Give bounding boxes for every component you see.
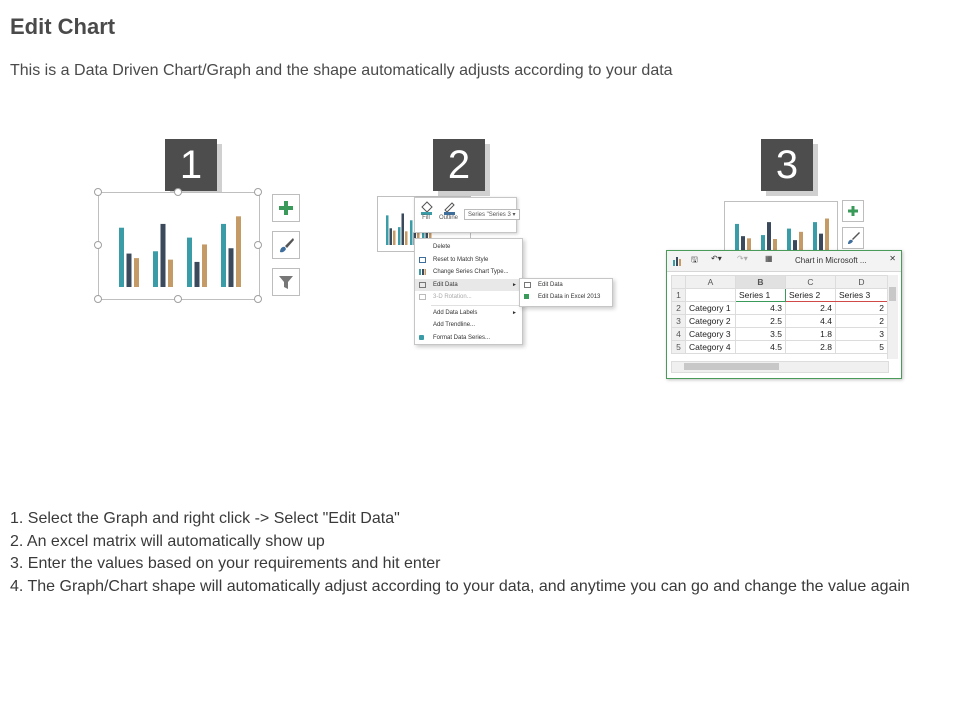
chart-bar <box>134 258 139 287</box>
brush-icon <box>846 231 860 245</box>
chart-bar <box>410 220 413 245</box>
fill-button[interactable] <box>419 201 433 221</box>
scrollbar-thumb[interactable] <box>889 287 896 301</box>
row-header[interactable]: 5 <box>672 341 686 354</box>
chart-thumbnail-3[interactable] <box>724 201 838 252</box>
table-cell[interactable]: 3.5 <box>736 328 786 341</box>
table-cell[interactable]: 3 <box>836 328 888 341</box>
submenu-arrow-icon: ► <box>512 309 517 316</box>
chart-elements-button[interactable] <box>272 194 300 222</box>
chart-bar <box>787 229 791 252</box>
row-header[interactable]: 4 <box>672 328 686 341</box>
menu-separator <box>431 305 522 306</box>
save-icon[interactable]: 🖫 <box>691 255 698 264</box>
outline-label: Outline <box>439 215 459 221</box>
table-cell[interactable]: Series 2 <box>786 289 836 302</box>
excel-titlebar <box>667 251 901 272</box>
submenu-item-edit-data-excel[interactable] <box>520 291 612 303</box>
chart-bar <box>187 238 192 287</box>
edit-data-icon[interactable]: ▦ <box>765 254 773 263</box>
chart-bar <box>405 231 408 245</box>
excel-column-header-row <box>672 276 888 289</box>
outline-button[interactable] <box>439 201 458 221</box>
chart-bar <box>799 232 803 252</box>
resize-handle[interactable] <box>174 295 182 303</box>
menu-item-format-data-series[interactable] <box>415 332 522 345</box>
row-header[interactable]: 2 <box>672 302 686 315</box>
chart-bar <box>127 254 132 287</box>
step-number-badge: 1 <box>165 139 217 191</box>
chart-styles-button[interactable] <box>842 227 864 249</box>
instruction-step: 1. Select the Graph and right click -> Select "Edit Data" <box>10 510 400 527</box>
table-cell[interactable]: 4.5 <box>736 341 786 354</box>
series-select-value: Series "Series 3 <box>468 212 511 218</box>
table-cell[interactable]: 2 <box>836 302 888 315</box>
edit-data-icon <box>524 282 531 288</box>
instruction-step: 2. An excel matrix will automatically show up <box>10 532 325 550</box>
menu-item-label: Format Data Series... <box>433 334 491 341</box>
table-cell[interactable]: Series 3 <box>836 289 888 302</box>
corner-cell[interactable] <box>672 276 686 289</box>
table-row <box>672 328 888 341</box>
chart-bar <box>119 228 124 287</box>
chart-bar <box>202 244 207 287</box>
excel-icon <box>524 294 529 299</box>
table-row <box>672 341 888 354</box>
table-cell[interactable]: 4.4 <box>786 315 836 328</box>
table-cell[interactable]: Category 4 <box>686 341 736 354</box>
instruction-step: 4. The Graph/Chart shape will automatically adjust according to your data, and anytime you can go and change the value again <box>10 577 910 595</box>
resize-handle[interactable] <box>94 295 102 303</box>
chart-bar <box>393 231 396 245</box>
chart-styles-button[interactable] <box>272 231 300 259</box>
table-cell[interactable]: Category 1 <box>686 302 736 315</box>
vertical-scrollbar[interactable] <box>887 275 898 359</box>
context-menu <box>414 238 523 345</box>
menu-item-label: 3-D Rotation... <box>433 294 472 300</box>
table-row <box>672 302 888 315</box>
delete-icon <box>419 244 426 250</box>
chart-bar <box>398 227 401 245</box>
table-cell[interactable]: Category 3 <box>686 328 736 341</box>
table-cell[interactable]: 2.8 <box>786 341 836 354</box>
menu-item-add-data-labels[interactable] <box>415 307 522 320</box>
brush-icon <box>277 236 295 254</box>
menu-item-3d-rotation[interactable] <box>415 291 522 304</box>
submenu-arrow-icon: ► <box>512 281 517 288</box>
table-cell[interactable]: 2.5 <box>736 315 786 328</box>
submenu-item-label: Edit Data <box>538 282 563 288</box>
page-subtitle: This is a Data Driven Chart/Graph and the shape automatically adjusts according to your data <box>10 62 673 79</box>
instructions-list <box>10 508 940 598</box>
chart-type-icon <box>419 269 426 275</box>
step-number-badge: 2 <box>433 139 485 191</box>
edit-data-submenu <box>519 278 613 307</box>
table-cell[interactable]: 2.4 <box>786 302 836 315</box>
table-cell[interactable]: 4.3 <box>736 302 786 315</box>
excel-data-window <box>666 250 902 379</box>
excel-grid <box>671 275 888 354</box>
menu-item-edit-data[interactable] <box>415 279 522 292</box>
reset-icon <box>419 257 426 263</box>
row-header[interactable]: 3 <box>672 315 686 328</box>
excel-chart-icon <box>673 256 683 266</box>
chart-filters-button[interactable] <box>272 268 300 296</box>
table-cell[interactable]: 5 <box>836 341 888 354</box>
edit-data-icon <box>419 282 426 288</box>
column-header[interactable]: D <box>836 276 888 289</box>
submenu-item-label: Edit Data in Excel 2013 <box>538 294 601 300</box>
redo-icon[interactable]: ↷▾ <box>737 254 748 263</box>
chart-bar <box>195 262 200 287</box>
menu-item-change-chart-type[interactable] <box>415 266 522 279</box>
scrollbar-thumb[interactable] <box>684 363 779 370</box>
chart-bar <box>236 216 241 287</box>
chart-bar <box>825 219 829 252</box>
chart-bar <box>229 248 234 287</box>
page-title: Edit Chart <box>10 14 116 39</box>
menu-item-label: Edit Data <box>433 281 458 288</box>
chart-bar <box>735 224 739 252</box>
column-header[interactable]: B <box>736 276 786 289</box>
table-cell[interactable]: 2 <box>836 315 888 328</box>
pen-outline-icon <box>442 201 456 215</box>
plus-icon <box>847 205 859 217</box>
chart-bar <box>168 260 173 287</box>
undo-icon[interactable]: ↶▾ <box>711 254 722 263</box>
bar-chart-thumbnail <box>99 193 259 299</box>
menu-item-delete[interactable] <box>415 241 522 254</box>
series-select[interactable] <box>464 209 520 220</box>
row-header[interactable]: 1 <box>672 289 686 302</box>
rotation-icon <box>419 294 426 300</box>
menu-item-add-trendline[interactable] <box>415 319 522 332</box>
instruction-step: 3. Enter the values based on your requirements and hit enter <box>10 555 441 572</box>
resize-handle[interactable] <box>174 188 182 196</box>
chart-bar <box>161 224 166 287</box>
menu-item-label: Change Series Chart Type... <box>433 269 509 275</box>
chart-bar <box>386 215 389 245</box>
format-mini-toolbar <box>414 197 517 233</box>
resize-handle[interactable] <box>254 241 262 249</box>
paint-bucket-icon <box>419 201 433 215</box>
table-row <box>672 315 888 328</box>
table-cell[interactable]: 1.8 <box>786 328 836 341</box>
chart-bar <box>221 224 226 287</box>
table-cell[interactable]: Series 1 <box>736 289 786 302</box>
chart-bar <box>402 213 405 245</box>
table-row <box>672 289 888 302</box>
menu-item-label: Delete <box>433 244 451 250</box>
chart-thumbnail-1[interactable] <box>98 192 260 300</box>
resize-handle[interactable] <box>254 295 262 303</box>
chart-elements-button[interactable] <box>842 200 864 222</box>
table-cell[interactable] <box>686 289 736 302</box>
submenu-item-edit-data[interactable] <box>520 279 612 291</box>
plus-icon <box>278 200 294 216</box>
filter-icon <box>278 274 294 290</box>
format-series-icon <box>419 335 424 340</box>
step-number-badge: 3 <box>761 139 813 191</box>
chevron-down-icon: ▾ <box>512 212 516 218</box>
menu-item-label: Reset to Match Style <box>433 256 489 263</box>
menu-item-label: Add Trendline... <box>433 322 476 328</box>
menu-item-label: Add Data Labels <box>433 309 478 316</box>
table-cell[interactable]: Category 2 <box>686 315 736 328</box>
chart-bar <box>153 251 158 287</box>
column-header[interactable]: C <box>786 276 836 289</box>
chart-bar <box>767 222 771 252</box>
bar-chart-thumbnail <box>725 202 837 252</box>
chart-bar <box>390 228 393 245</box>
horizontal-scrollbar[interactable] <box>671 361 889 373</box>
fill-label: Fill <box>422 215 430 221</box>
column-header[interactable]: A <box>686 276 736 289</box>
resize-handle[interactable] <box>254 188 262 196</box>
excel-window-title: Chart in Microsoft ... <box>795 256 867 265</box>
close-icon[interactable]: ✕ <box>889 254 896 263</box>
chart-bar <box>813 222 817 252</box>
resize-handle[interactable] <box>94 241 102 249</box>
menu-item-reset-style[interactable] <box>415 254 522 267</box>
resize-handle[interactable] <box>94 188 102 196</box>
